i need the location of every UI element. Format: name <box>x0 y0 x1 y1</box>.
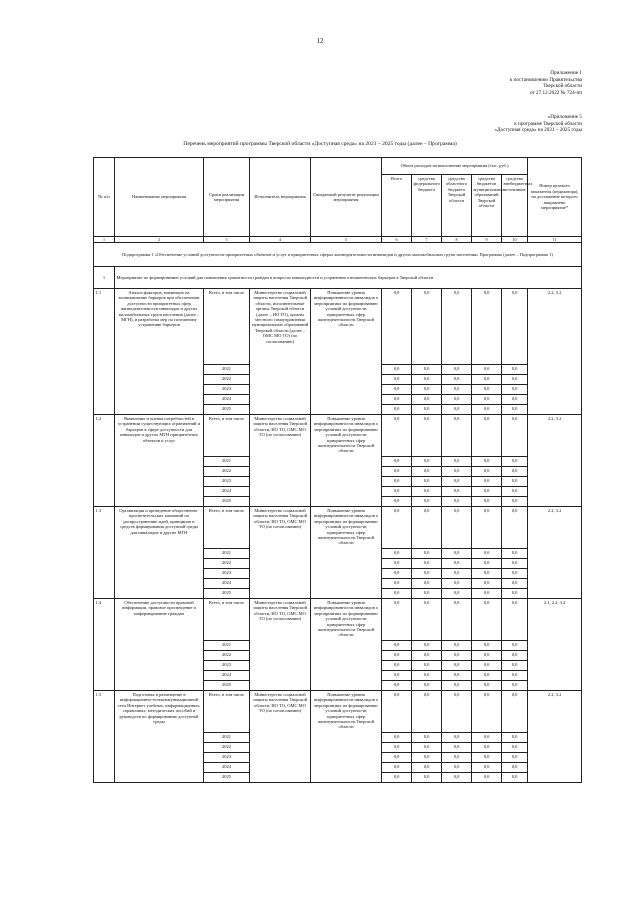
year-cell: 2022 <box>204 743 250 753</box>
funding-value-cell: 0,0 <box>472 467 502 477</box>
funding-value-cell: 0,0 <box>502 579 528 589</box>
year-cell: 2024 <box>204 487 250 497</box>
funding-value-cell: 0,0 <box>472 661 502 671</box>
funding-value-cell: 0,0 <box>382 385 412 395</box>
column-number: 10 <box>502 237 528 243</box>
funding-value-cell: 0,0 <box>382 405 412 415</box>
funding-value-cell: 0,0 <box>472 365 502 375</box>
funding-value-cell: 0,0 <box>412 671 442 681</box>
measure-terms: Всего, в том числе <box>204 507 250 549</box>
total-value-cell: 0,0 <box>442 691 472 733</box>
year-cell: 2022 <box>204 559 250 569</box>
appendix-5-line: «Доступная среда» на 2021 – 2025 годы <box>494 127 582 134</box>
funding-value-cell: 0,0 <box>442 661 472 671</box>
funding-value-cell: 0,0 <box>442 681 472 691</box>
funding-value-cell: 0,0 <box>502 375 528 385</box>
year-cell: 2021 <box>204 457 250 467</box>
funding-value-cell: 0,0 <box>382 375 412 385</box>
funding-value-cell: 0,0 <box>382 681 412 691</box>
funding-value-cell: 0,0 <box>502 405 528 415</box>
total-value-cell: 0,0 <box>382 599 412 641</box>
total-value-cell: 0,0 <box>472 415 502 457</box>
funding-value-cell: 0,0 <box>472 589 502 599</box>
appendix-5-line: к программе Тверской области <box>514 120 582 127</box>
funding-value-cell: 0,0 <box>412 487 442 497</box>
header-funding: Объем расходов на выполнение мероприятия (тыс. руб.) <box>382 158 528 175</box>
funding-value-cell: 0,0 <box>502 763 528 773</box>
year-cell: 2025 <box>204 405 250 415</box>
funding-value-cell: 0,0 <box>382 763 412 773</box>
funding-value-cell: 0,0 <box>502 661 528 671</box>
funding-value-cell: 0,0 <box>442 365 472 375</box>
funding-value-cell: 0,0 <box>472 477 502 487</box>
funding-value-cell: 0,0 <box>382 559 412 569</box>
funding-value-cell: 0,0 <box>412 559 442 569</box>
total-value-cell: 0,0 <box>442 599 472 641</box>
header-total: Всего <box>382 175 412 237</box>
measure-result: Повышение уровня информированности инвалидов о мероприятиях по формированию условий доступности приоритетных сфер жизнедеятельности Тверской области <box>311 289 382 415</box>
funding-value-cell: 0,0 <box>472 405 502 415</box>
funding-value-cell: 0,0 <box>502 467 528 477</box>
header-regional: средства областного бюджета Тверской области <box>442 175 472 237</box>
page-number: 12 <box>316 37 324 45</box>
funding-value-cell: 0,0 <box>412 641 442 651</box>
section-title: Мероприятие по формированию условий для повышения грамотности граждан в вопросах инвалидности и устранении отношенческих барьеров в Тверской области <box>115 267 582 289</box>
funding-value-cell: 0,0 <box>472 671 502 681</box>
total-value-cell: 0,0 <box>382 507 412 549</box>
measure-number: 1.1 <box>94 289 115 415</box>
measure-name: Выявление и оценка потребностей в устранении существующих ограничений и барьеров в сфере доступности для инвалидов и других МГН приоритетных объектов и услуг <box>115 415 204 507</box>
funding-value-cell: 0,0 <box>412 579 442 589</box>
funding-value-cell: 0,0 <box>412 477 442 487</box>
year-cell: 2022 <box>204 651 250 661</box>
funding-value-cell: 0,0 <box>382 743 412 753</box>
column-number: 9 <box>472 237 502 243</box>
funding-value-cell: 0,0 <box>472 457 502 467</box>
funding-value-cell: 0,0 <box>382 773 412 783</box>
column-number: 8 <box>442 237 472 243</box>
funding-value-cell: 0,0 <box>412 651 442 661</box>
funding-value-cell: 0,0 <box>382 671 412 681</box>
year-cell: 2023 <box>204 753 250 763</box>
funding-value-cell: 0,0 <box>442 405 472 415</box>
column-number: 1 <box>94 237 115 243</box>
header-terms: Сроки реализации мероприятия <box>204 158 250 237</box>
year-cell: 2024 <box>204 671 250 681</box>
header-result: Ожидаемый результат реализации мероприятия <box>311 158 382 237</box>
funding-value-cell: 0,0 <box>382 467 412 477</box>
column-number: 2 <box>115 237 204 243</box>
funding-value-cell: 0,0 <box>442 763 472 773</box>
funding-value-cell: 0,0 <box>442 753 472 763</box>
funding-value-cell: 0,0 <box>502 477 528 487</box>
subprogram-title: Подпрограмма 1 «Обеспечение условий доступности приоритетных объектов и услуг в приоритетных сферах жизнедеятельности инвалидов и других маломобильных групп населения» Программы (далее – Подпрограмма 1) <box>94 243 582 267</box>
year-cell: 2024 <box>204 763 250 773</box>
year-cell: 2025 <box>204 497 250 507</box>
column-number: 7 <box>412 237 442 243</box>
funding-value-cell: 0,0 <box>502 385 528 395</box>
funding-value-cell: 0,0 <box>502 487 528 497</box>
total-value-cell: 0,0 <box>472 599 502 641</box>
funding-value-cell: 0,0 <box>412 365 442 375</box>
total-value-cell: 0,0 <box>472 289 502 365</box>
funding-value-cell: 0,0 <box>412 569 442 579</box>
column-number: 6 <box>382 237 412 243</box>
funding-value-cell: 0,0 <box>442 467 472 477</box>
total-value-cell: 0,0 <box>502 691 528 733</box>
measure-row <box>94 691 582 733</box>
total-value-cell: 0,0 <box>442 289 472 365</box>
measure-row <box>94 507 582 549</box>
year-cell: 2023 <box>204 477 250 487</box>
column-number: 4 <box>250 237 311 243</box>
funding-value-cell: 0,0 <box>382 641 412 651</box>
funding-value-cell: 0,0 <box>412 681 442 691</box>
appendix-1-line: Тверской области <box>543 83 582 90</box>
funding-value-cell: 0,0 <box>412 457 442 467</box>
total-value-cell: 0,0 <box>412 507 442 549</box>
measure-indicator: 2.2, 3.2 <box>528 415 582 507</box>
total-value-cell: 0,0 <box>412 691 442 733</box>
funding-value-cell: 0,0 <box>412 467 442 477</box>
appendix-1-block <box>510 70 582 96</box>
funding-value-cell: 0,0 <box>502 569 528 579</box>
header-offbudget: средства внебюджетных источников <box>502 175 528 237</box>
measure-number: 1.4 <box>94 599 115 691</box>
funding-value-cell: 0,0 <box>412 375 442 385</box>
funding-value-cell: 0,0 <box>382 477 412 487</box>
document-title: Перечень мероприятий программы Тверской области «Доступная среда» на 2021 – 2025 годы (далее – Программа) <box>183 141 457 147</box>
total-value-cell: 0,0 <box>382 691 412 733</box>
measure-name: Организация и проведение общественно-просветительских кампаний по распространению идей, принципов и средств формирования доступной среды для инвалидов и других МГН <box>115 507 204 599</box>
funding-value-cell: 0,0 <box>472 375 502 385</box>
funding-value-cell: 0,0 <box>502 559 528 569</box>
measure-result: Повышение уровня информированности инвалидов о мероприятиях по формированию условий доступности приоритетных сфер жизнедеятельности Тверской области <box>311 691 382 783</box>
header-name: Наименование мероприятия <box>115 158 204 237</box>
funding-value-cell: 0,0 <box>412 661 442 671</box>
year-cell: 2021 <box>204 549 250 559</box>
year-cell: 2025 <box>204 589 250 599</box>
funding-value-cell: 0,0 <box>472 641 502 651</box>
measure-row <box>94 599 582 641</box>
funding-value-cell: 0,0 <box>382 487 412 497</box>
funding-value-cell: 0,0 <box>442 773 472 783</box>
appendix-1-line: Приложение 1 <box>550 70 582 76</box>
total-value-cell: 0,0 <box>412 289 442 365</box>
funding-value-cell: 0,0 <box>382 579 412 589</box>
funding-value-cell: 0,0 <box>412 753 442 763</box>
funding-value-cell: 0,0 <box>382 589 412 599</box>
total-value-cell: 0,0 <box>382 415 412 457</box>
funding-value-cell: 0,0 <box>442 487 472 497</box>
funding-value-cell: 0,0 <box>502 549 528 559</box>
year-cell: 2022 <box>204 375 250 385</box>
funding-value-cell: 0,0 <box>442 579 472 589</box>
column-number: 11 <box>528 237 582 243</box>
funding-value-cell: 0,0 <box>412 773 442 783</box>
total-value-cell: 0,0 <box>442 415 472 457</box>
funding-value-cell: 0,0 <box>472 385 502 395</box>
total-value-cell: 0,0 <box>442 507 472 549</box>
measure-indicator: 2.2, 3.2 <box>528 691 582 783</box>
year-cell: 2021 <box>204 733 250 743</box>
total-value-cell: 0,0 <box>472 507 502 549</box>
measure-name: Подготовка и размещение в информационно-телекоммуникационной сети Интернет учебных, информационных, справочных, методических пособий и руководств по формированию доступной среды <box>115 691 204 783</box>
total-value-cell: 0,0 <box>382 289 412 365</box>
funding-value-cell: 0,0 <box>442 671 472 681</box>
funding-value-cell: 0,0 <box>502 681 528 691</box>
year-cell: 2021 <box>204 641 250 651</box>
funding-value-cell: 0,0 <box>442 641 472 651</box>
measure-executor: Министерство социальной защиты населения Тверской области, исполнительные органы Тверской области (далее – ИО ТО), органы местного самоуправления муниципальных образований Тверской области (далее – ОМС МО ТО) (по согласованию) <box>250 289 311 415</box>
funding-value-cell: 0,0 <box>382 733 412 743</box>
funding-value-cell: 0,0 <box>502 395 528 405</box>
funding-value-cell: 0,0 <box>442 497 472 507</box>
section-number: 1 <box>94 267 115 289</box>
funding-value-cell: 0,0 <box>382 569 412 579</box>
measure-executor: Министерство социальной защиты населения Тверской области, ИО ТО, ОМС МО ТО (по согласованию) <box>250 599 311 691</box>
measure-row <box>94 289 582 365</box>
funding-value-cell: 0,0 <box>442 569 472 579</box>
year-cell: 2023 <box>204 661 250 671</box>
year-cell: 2023 <box>204 569 250 579</box>
funding-value-cell: 0,0 <box>412 743 442 753</box>
measure-indicator: 2.2, 3.2 <box>528 507 582 599</box>
funding-value-cell: 0,0 <box>412 549 442 559</box>
measure-terms: Всего, в том числе <box>204 599 250 641</box>
header-municipal: средства бюджетов муниципальных образований Тверской области <box>472 175 502 237</box>
funding-value-cell: 0,0 <box>502 589 528 599</box>
total-value-cell: 0,0 <box>412 415 442 457</box>
funding-value-cell: 0,0 <box>412 405 442 415</box>
column-number: 5 <box>311 237 382 243</box>
funding-value-cell: 0,0 <box>472 559 502 569</box>
funding-value-cell: 0,0 <box>502 773 528 783</box>
funding-value-cell: 0,0 <box>442 733 472 743</box>
year-cell: 2025 <box>204 773 250 783</box>
measure-terms: Всего, в том числе <box>204 691 250 733</box>
measure-indicator: 2.1, 2.2, 3.2 <box>528 599 582 691</box>
measure-result: Повышение уровня информированности инвалидов о мероприятиях по формированию условий доступности приоритетных сфер жизнедеятельности Тверской области <box>311 507 382 599</box>
funding-value-cell: 0,0 <box>502 743 528 753</box>
year-cell: 2022 <box>204 467 250 477</box>
funding-value-cell: 0,0 <box>472 681 502 691</box>
funding-value-cell: 0,0 <box>502 671 528 681</box>
funding-value-cell: 0,0 <box>472 549 502 559</box>
total-value-cell: 0,0 <box>502 415 528 457</box>
funding-value-cell: 0,0 <box>472 569 502 579</box>
funding-value-cell: 0,0 <box>382 457 412 467</box>
funding-value-cell: 0,0 <box>472 651 502 661</box>
year-cell: 2024 <box>204 579 250 589</box>
appendix-1-line: от 27.12.2022 № 724-пп <box>529 89 582 96</box>
funding-value-cell: 0,0 <box>382 395 412 405</box>
measure-result: Повышение уровня информированности инвалидов о мероприятиях по формированию условий доступности приоритетных сфер жизнедеятельности Тверской области <box>311 415 382 507</box>
header-indicator: Номер целевого показателя (индикатора), на достижение которого направлено мероприятие* <box>528 158 582 237</box>
funding-value-cell: 0,0 <box>442 457 472 467</box>
funding-value-cell: 0,0 <box>442 395 472 405</box>
funding-value-cell: 0,0 <box>502 497 528 507</box>
funding-value-cell: 0,0 <box>412 763 442 773</box>
funding-value-cell: 0,0 <box>472 733 502 743</box>
funding-value-cell: 0,0 <box>442 743 472 753</box>
header-executor: Исполнитель мероприятия <box>250 158 311 237</box>
funding-value-cell: 0,0 <box>472 773 502 783</box>
funding-value-cell: 0,0 <box>502 733 528 743</box>
funding-value-cell: 0,0 <box>472 763 502 773</box>
funding-value-cell: 0,0 <box>442 549 472 559</box>
measure-executor: Министерство социальной защиты населения Тверской области, ИО ТО, ОМС МО ТО (по согласованию) <box>250 507 311 599</box>
funding-value-cell: 0,0 <box>502 365 528 375</box>
funding-value-cell: 0,0 <box>472 395 502 405</box>
appendix-1-line: к постановлению Правительства <box>509 76 582 83</box>
total-value-cell: 0,0 <box>502 289 528 365</box>
measure-name: Обеспечение доступности правовой информации, правовое просвещение и информирование граждан <box>115 599 204 691</box>
funding-value-cell: 0,0 <box>382 651 412 661</box>
funding-value-cell: 0,0 <box>502 651 528 661</box>
funding-value-cell: 0,0 <box>442 477 472 487</box>
column-number: 3 <box>204 237 250 243</box>
funding-value-cell: 0,0 <box>412 497 442 507</box>
funding-value-cell: 0,0 <box>502 457 528 467</box>
measure-terms: Всего, в том числе <box>204 289 250 365</box>
funding-value-cell: 0,0 <box>412 589 442 599</box>
measure-executor: Министерство социальной защиты населения Тверской области, ИО ТО, ОМС МО ТО (по согласованию) <box>250 691 311 783</box>
year-cell: 2023 <box>204 385 250 395</box>
measure-indicator: 2.2, 3.2 <box>528 289 582 415</box>
measures-table <box>93 157 582 783</box>
measure-executor: Министерство социальной защиты населения Тверской области, ИО ТО, ОМС МО ТО (по согласованию) <box>250 415 311 507</box>
funding-value-cell: 0,0 <box>472 743 502 753</box>
funding-value-cell: 0,0 <box>472 487 502 497</box>
measure-terms: Всего, в том числе <box>204 415 250 457</box>
total-value-cell: 0,0 <box>502 507 528 549</box>
funding-value-cell: 0,0 <box>442 589 472 599</box>
total-value-cell: 0,0 <box>502 599 528 641</box>
funding-value-cell: 0,0 <box>502 641 528 651</box>
funding-value-cell: 0,0 <box>472 579 502 589</box>
measure-result: Повышение уровня информированности инвалидов о мероприятиях по формированию условий доступности приоритетных сфер жизнедеятельности Тверской области <box>311 599 382 691</box>
funding-value-cell: 0,0 <box>442 375 472 385</box>
funding-value-cell: 0,0 <box>412 395 442 405</box>
year-cell: 2021 <box>204 365 250 375</box>
funding-value-cell: 0,0 <box>412 385 442 395</box>
measure-number: 1.3 <box>94 507 115 599</box>
funding-value-cell: 0,0 <box>382 365 412 375</box>
measure-number: 1.5 <box>94 691 115 783</box>
funding-value-cell: 0,0 <box>502 753 528 763</box>
appendix-5-block <box>494 114 582 134</box>
funding-value-cell: 0,0 <box>412 733 442 743</box>
funding-value-cell: 0,0 <box>472 497 502 507</box>
funding-value-cell: 0,0 <box>382 753 412 763</box>
year-cell: 2024 <box>204 395 250 405</box>
measure-row <box>94 415 582 457</box>
funding-value-cell: 0,0 <box>472 753 502 763</box>
header-num: № п/п <box>94 158 115 237</box>
measure-name: Анализ факторов, влияющих на возникновение барьеров при обеспечении доступности приоритетных сфер жизнедеятельности инвалидов и других маломобильных групп населения (далее – МГН), и разработка мер по поэтапному устранению барьеров <box>115 289 204 415</box>
funding-value-cell: 0,0 <box>382 549 412 559</box>
total-value-cell: 0,0 <box>412 599 442 641</box>
funding-value-cell: 0,0 <box>442 651 472 661</box>
measure-number: 1.2 <box>94 415 115 507</box>
funding-value-cell: 0,0 <box>382 661 412 671</box>
funding-value-cell: 0,0 <box>442 559 472 569</box>
year-cell: 2025 <box>204 681 250 691</box>
total-value-cell: 0,0 <box>472 691 502 733</box>
funding-value-cell: 0,0 <box>442 385 472 395</box>
appendix-5-line: «Приложение 5 <box>547 114 582 120</box>
header-federal: средства федерального бюджета <box>412 175 442 237</box>
funding-value-cell: 0,0 <box>382 497 412 507</box>
